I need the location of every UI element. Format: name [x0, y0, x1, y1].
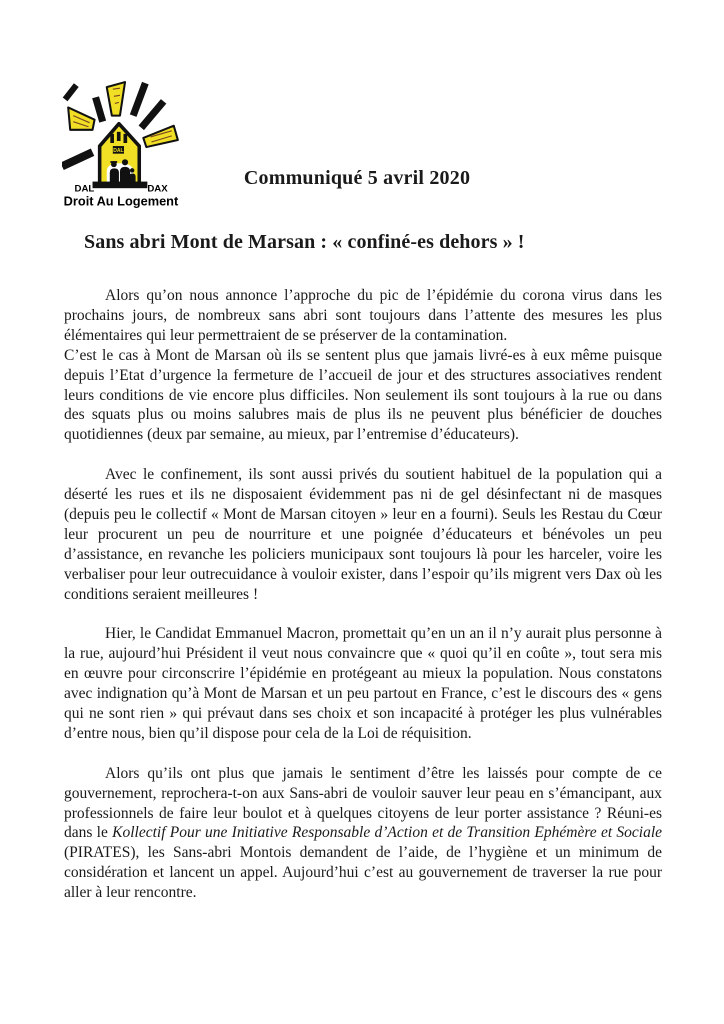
logo-dal-label: DAL [74, 183, 95, 195]
headline: Sans abri Mont de Marsan : « confiné-es dehors » ! [84, 231, 525, 253]
paragraph-5 [64, 764, 662, 903]
document-body [64, 286, 662, 903]
kollectif-pirates-name: Kollectif Pour une Initiative Responsable d’Action et de Transition Ephémère et Sociale [112, 824, 663, 842]
paragraph-5-lead: Alors qu’ils ont plus que jamais le sentiment d’être les laissés pour compte de ce gouvernement, reprochera-t-on aux Sans-abri de vouloir sauver leur peau en s’émancipant, aux professionnels de faire leur boulot et à quelques citoyens de leur porter assistance ? Réuni-es dans le [64, 764, 662, 842]
paragraph-2: C’est le cas à Mont de Marsan où ils se sentent plus que jamais livré-es à eux même puisque depuis l’Etat d’urgence la fermeture de l’accueil de jour et des structures associatives rendent leurs conditions de vie encore plus difficiles. Non seulement ils sont toujours à la rue ou dans des squats plus ou moins salubres mais de plus ils ne peuvent plus bénéficier de douches quotidiennes (deux par semaine, au mieux, par l’entremise d’éducateurs). [64, 346, 662, 444]
logo-caption: Droit Au Logement [63, 193, 179, 209]
logo-dax-label: DAX [147, 183, 168, 195]
paragraph-5-end: (PIRATES), les Sans-abri Montois demandent de l’aide, de l’hygiène et un minimum de considération et lancent un appel. Aujourd’hui c’est au gouvernement de traverser la rue pour aller à leur rencontre. [64, 844, 662, 902]
communique-title: Communiqué 5 avril 2020 [243, 167, 471, 189]
paragraph-3: Avec le confinement, ils sont aussi privés du soutient habituel de la population qui a déserté les rues et ils ne disposaient évidemment pas ni de gel désinfectant ni de masques (depuis peu le collectif « Mont de Marsan citoyen » leur en a fourni). Seuls les Restau du Cœur leur procurent un peu de nourriture et une poignée d’éducateurs et bénévoles un peu d’assistance, en revanche les policiers municipaux sont toujours là pour les harceler, voire les verbaliser pour leur outrecuidance à vouloir exister, dans l’espoir qu’ils migrent vers Dax où les conditions seraient meilleures ! [64, 466, 662, 603]
placard-sign-label: DAL [113, 147, 124, 154]
paragraph-4: Hier, le Candidat Emmanuel Macron, promettait qu’en un an il n’y aurait plus personne à la rue, aujourd’hui Président il veut nous convaincre que « quoi qu’il en coûte », tout sera mis en œuvre pour circonscrire l’épidémie en protégeant au mieux la population. Nous constatons avec indignation qu’à Mont de Marsan et un peu partout en France, c’est le discours des « gens qui ne sont rien » qui prévaut dans ses choix et son incapacité à protéger les plus vulnérables d’entre nous, bien qu’il dispose pour cela de la Loi de réquisition. [64, 625, 662, 742]
paragraph-1: Alors qu’on nous annonce l’approche du pic de l’épidémie du corona virus dans les prochains jours, de nombreux sans abri sont toujours dans l’attente des mesures les plus élémentaires qui leur permettraient de se préserver de la contamination. [64, 287, 662, 344]
